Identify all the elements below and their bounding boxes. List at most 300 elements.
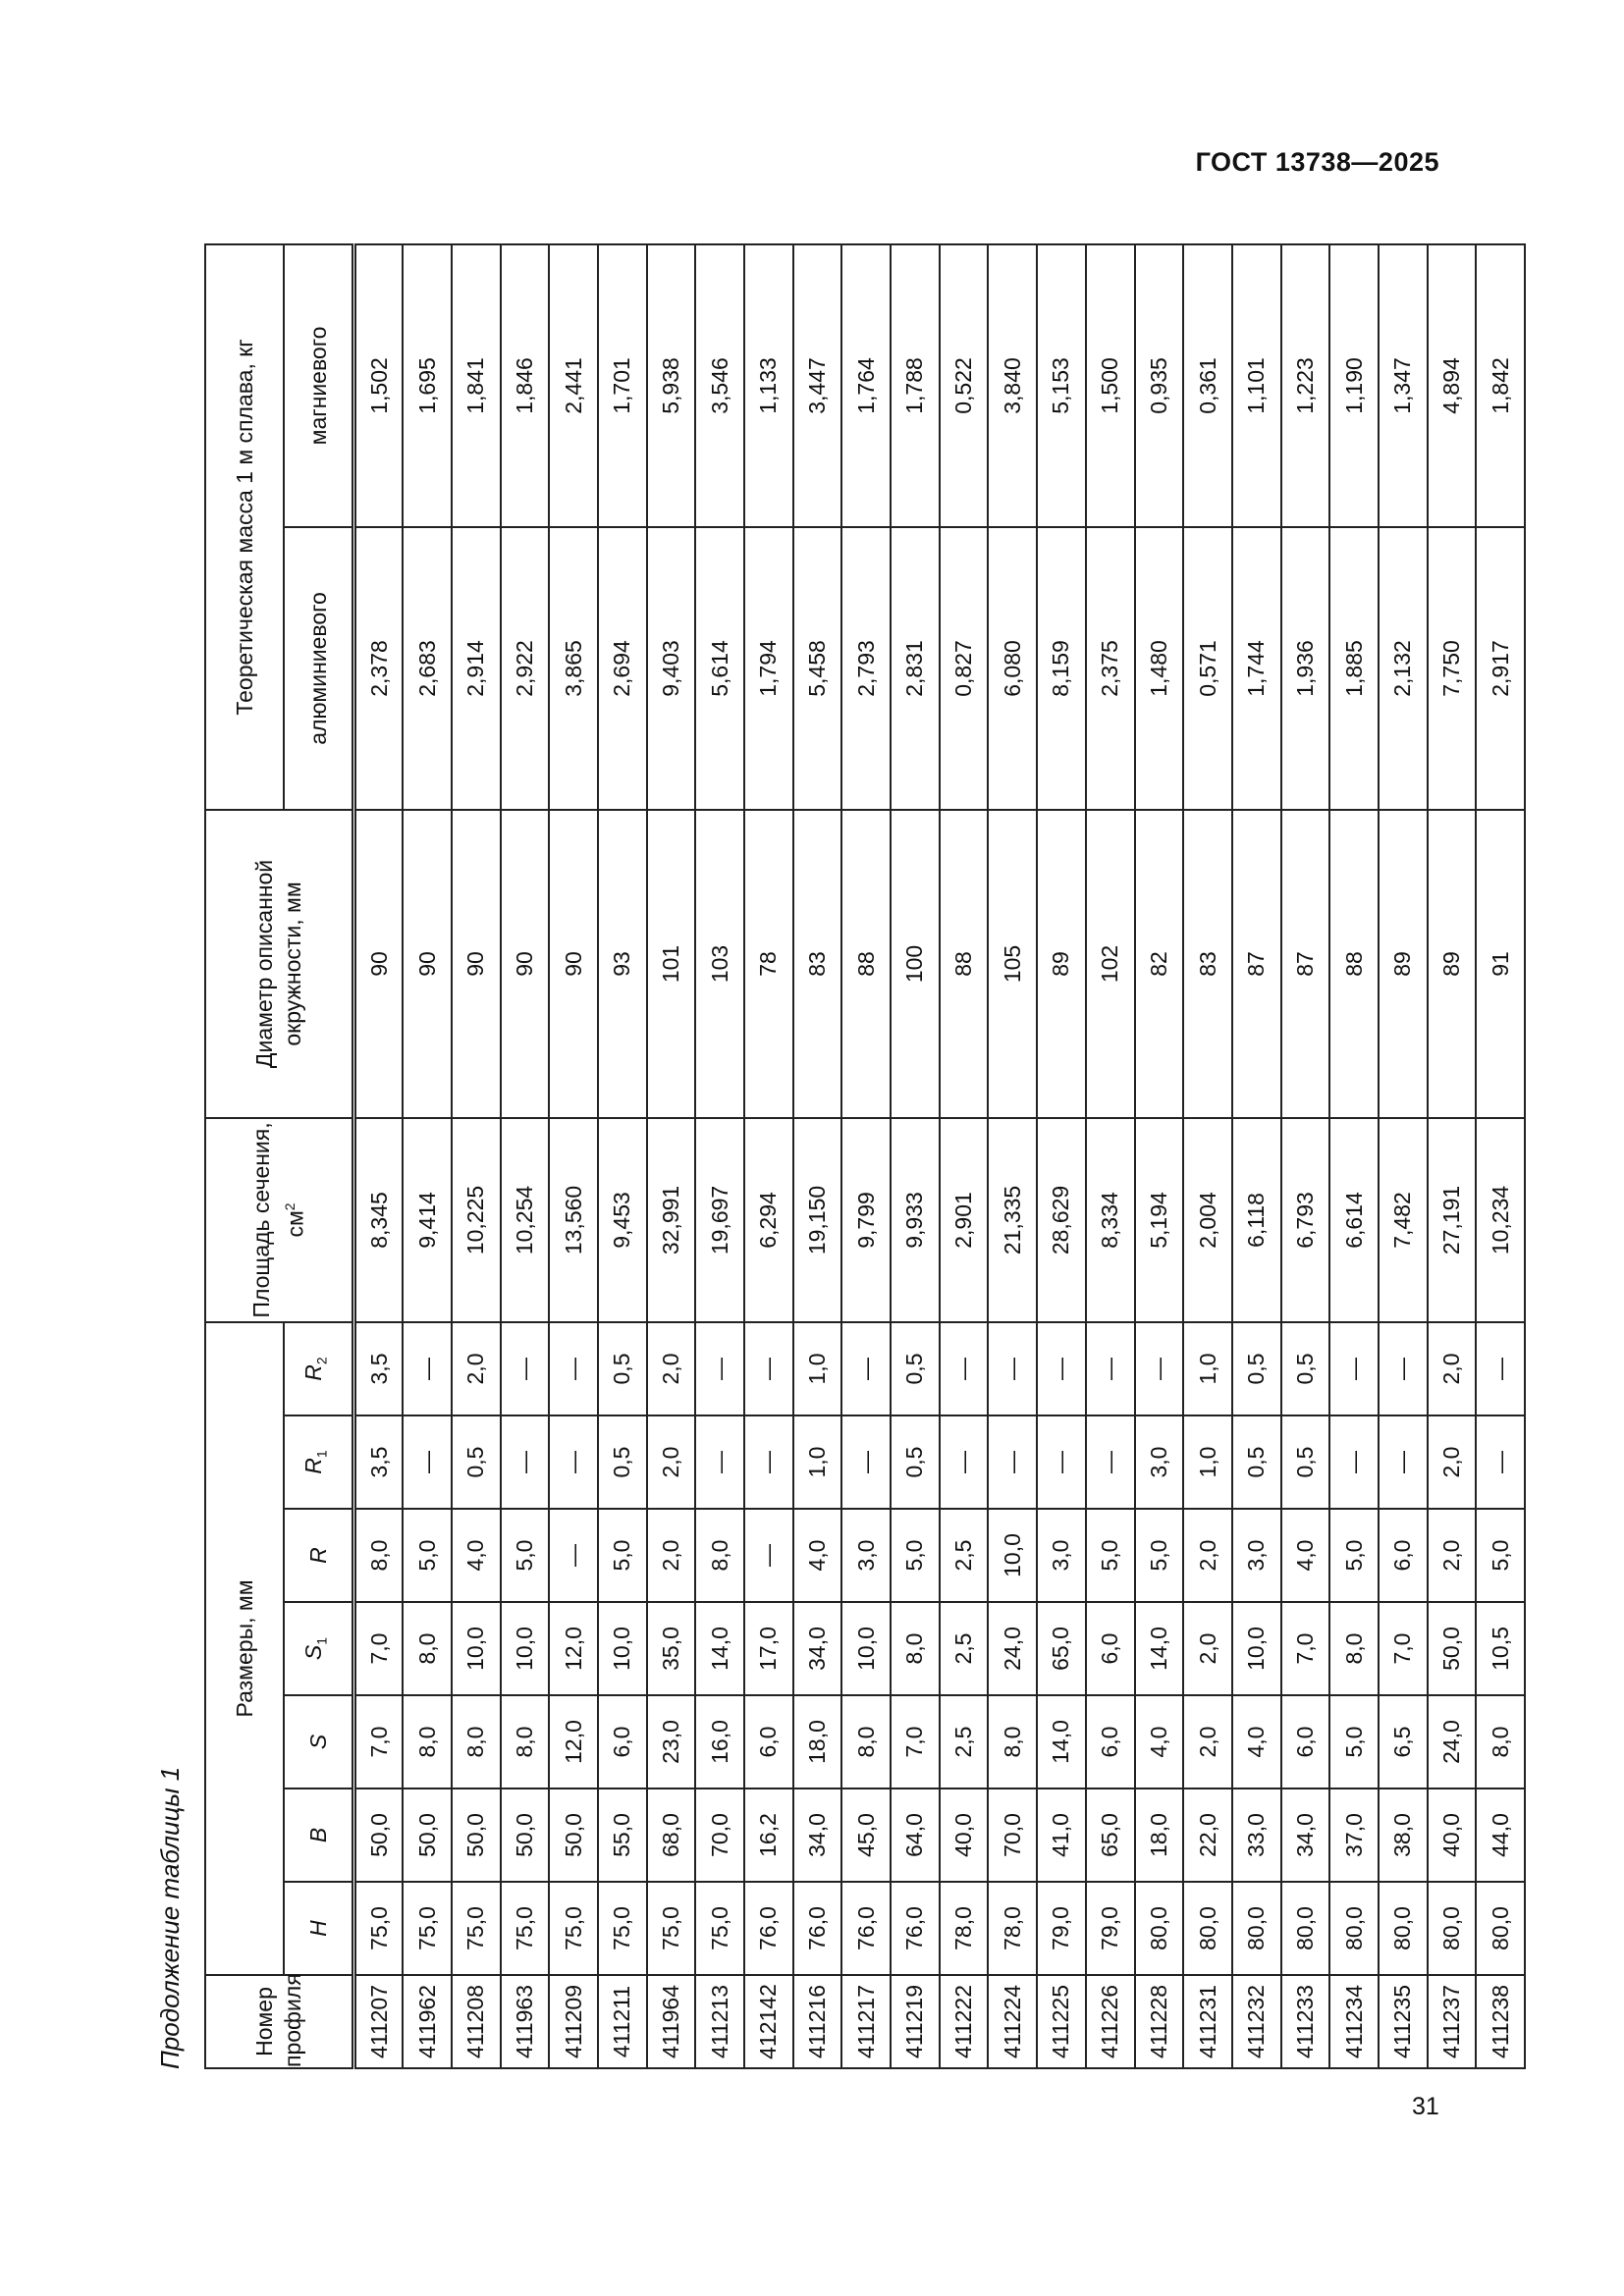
table-cell: 102 bbox=[1086, 810, 1135, 1118]
table-cell: 0,5 bbox=[891, 1322, 940, 1415]
table-cell: 101 bbox=[647, 810, 696, 1118]
table-cell: 13,560 bbox=[549, 1118, 598, 1322]
table-cell: 3,0 bbox=[1135, 1415, 1184, 1509]
table-cell: 411237 bbox=[1428, 1975, 1477, 2068]
table-cell: 411209 bbox=[549, 1975, 598, 2068]
table-cell: 19,150 bbox=[793, 1118, 842, 1322]
table-cell: 5,0 bbox=[891, 1509, 940, 1602]
table-cell: 2,441 bbox=[549, 244, 598, 527]
table-cell: 7,0 bbox=[1281, 1602, 1330, 1695]
table-cell: 1,788 bbox=[891, 244, 940, 527]
table-cell: 2,0 bbox=[1428, 1322, 1477, 1415]
table-cell: 3,0 bbox=[1037, 1509, 1086, 1602]
table-cell: 18,0 bbox=[1135, 1789, 1184, 1882]
header-area-sup: 2 bbox=[282, 1202, 298, 1211]
table-cell: 1,695 bbox=[403, 244, 452, 527]
table-cell: 411235 bbox=[1379, 1975, 1428, 2068]
table-cell: 411962 bbox=[403, 1975, 452, 2068]
page-number: 31 bbox=[1412, 2093, 1439, 2120]
table-cell: 1,0 bbox=[1183, 1415, 1232, 1509]
table-cell: 90 bbox=[501, 810, 550, 1118]
table-cell: 80,0 bbox=[1329, 1882, 1379, 1975]
table-row bbox=[793, 244, 842, 2068]
table-cell: 5,0 bbox=[501, 1509, 550, 1602]
table-cell: 10,0 bbox=[452, 1602, 501, 1695]
table-cell: 83 bbox=[1183, 810, 1232, 1118]
table-cell: 411963 bbox=[501, 1975, 550, 2068]
table-cell: 40,0 bbox=[1428, 1789, 1477, 1882]
table-cell: 411234 bbox=[1329, 1975, 1379, 2068]
table-cell: 14,0 bbox=[695, 1602, 744, 1695]
table-row bbox=[1135, 244, 1184, 2068]
table-cell: 24,0 bbox=[988, 1602, 1037, 1695]
table-cell: 4,894 bbox=[1428, 244, 1477, 527]
table-cell: 411238 bbox=[1476, 1975, 1525, 2068]
table-cell: 105 bbox=[988, 810, 1037, 1118]
table-cell: 411211 bbox=[598, 1975, 647, 2068]
table-cell: — bbox=[841, 1322, 891, 1415]
table-cell: 88 bbox=[1329, 810, 1379, 1118]
table-cell: 6,0 bbox=[598, 1695, 647, 1789]
table-cell: 5,0 bbox=[403, 1509, 452, 1602]
table-cell: 16,0 bbox=[695, 1695, 744, 1789]
table-cell: 5,458 bbox=[793, 527, 842, 810]
table-cell: 6,0 bbox=[1086, 1602, 1135, 1695]
table-cell: 411224 bbox=[988, 1975, 1037, 2068]
table-cell: 0,5 bbox=[598, 1322, 647, 1415]
table-cell: — bbox=[501, 1415, 550, 1509]
table-row bbox=[1281, 244, 1330, 2068]
table-cell: 3,0 bbox=[841, 1509, 891, 1602]
table-cell: 55,0 bbox=[598, 1789, 647, 1882]
table-cell: 100 bbox=[891, 810, 940, 1118]
table-cell: 411216 bbox=[793, 1975, 842, 2068]
table-cell: 50,0 bbox=[549, 1789, 598, 1882]
table-cell: — bbox=[1476, 1415, 1525, 1509]
table-cell: 9,799 bbox=[841, 1118, 891, 1322]
table-cell: 83 bbox=[793, 810, 842, 1118]
table-cell: 87 bbox=[1232, 810, 1281, 1118]
table-cell: 34,0 bbox=[1281, 1789, 1330, 1882]
table-cell: 2,5 bbox=[940, 1695, 989, 1789]
table-cell: 2,0 bbox=[1183, 1695, 1232, 1789]
table-cell: 412142 bbox=[744, 1975, 793, 2068]
table-cell: 2,375 bbox=[1086, 527, 1135, 810]
table-row bbox=[1329, 244, 1379, 2068]
table-cell: 19,697 bbox=[695, 1118, 744, 1322]
table-cell: 10,0 bbox=[501, 1602, 550, 1695]
table-cell: 411232 bbox=[1232, 1975, 1281, 2068]
header-B: B bbox=[284, 1789, 354, 1882]
table-cell: 0,5 bbox=[598, 1415, 647, 1509]
table-cell: 0,5 bbox=[1232, 1322, 1281, 1415]
table-cell: 2,0 bbox=[647, 1322, 696, 1415]
table-cell: 17,0 bbox=[744, 1602, 793, 1695]
table-cell: 21,335 bbox=[988, 1118, 1037, 1322]
table-cell: 4,0 bbox=[1232, 1695, 1281, 1789]
table-cell: 411219 bbox=[891, 1975, 940, 2068]
table-cell: 10,0 bbox=[988, 1509, 1037, 1602]
table-cell: 8,0 bbox=[452, 1695, 501, 1789]
table-cell: 0,5 bbox=[1232, 1415, 1281, 1509]
table-cell: 4,0 bbox=[1135, 1695, 1184, 1789]
table-cell: 8,0 bbox=[1476, 1695, 1525, 1789]
table-cell: — bbox=[1037, 1322, 1086, 1415]
table-cell: 5,938 bbox=[647, 244, 696, 527]
table-cell: 40,0 bbox=[940, 1789, 989, 1882]
table-row bbox=[1232, 244, 1281, 2068]
table-cell: 22,0 bbox=[1183, 1789, 1232, 1882]
table-cell: 6,294 bbox=[744, 1118, 793, 1322]
table-cell: 411231 bbox=[1183, 1975, 1232, 2068]
table-row bbox=[841, 244, 891, 2068]
table-cell: 89 bbox=[1428, 810, 1477, 1118]
table-cell: 9,403 bbox=[647, 527, 696, 810]
table-cell: 23,0 bbox=[647, 1695, 696, 1789]
table-cell: 79,0 bbox=[1086, 1882, 1135, 1975]
table-cell: 5,0 bbox=[1086, 1509, 1135, 1602]
table-cell: 75,0 bbox=[695, 1882, 744, 1975]
table-cell: 3,0 bbox=[1232, 1509, 1281, 1602]
table-row bbox=[403, 244, 452, 2068]
table-cell: 2,922 bbox=[501, 527, 550, 810]
table-cell: 4,0 bbox=[452, 1509, 501, 1602]
table-cell: 8,0 bbox=[1329, 1602, 1379, 1695]
table-cell: 80,0 bbox=[1183, 1882, 1232, 1975]
table-cell: 2,5 bbox=[940, 1509, 989, 1602]
table-row bbox=[695, 244, 744, 2068]
table-cell: 5,0 bbox=[1476, 1509, 1525, 1602]
table-cell: 1,0 bbox=[793, 1322, 842, 1415]
table-cell: 65,0 bbox=[1086, 1789, 1135, 1882]
table-cell: — bbox=[1329, 1415, 1379, 1509]
table-cell: 1,0 bbox=[793, 1415, 842, 1509]
table-cell: — bbox=[1037, 1415, 1086, 1509]
table-cell: 50,0 bbox=[501, 1789, 550, 1882]
header-S1-sub: 1 bbox=[313, 1636, 330, 1645]
table-cell: 76,0 bbox=[793, 1882, 842, 1975]
header-area bbox=[205, 1118, 354, 1322]
table-row bbox=[1183, 244, 1232, 2068]
table-row bbox=[549, 244, 598, 2068]
table-cell: 8,0 bbox=[354, 1509, 404, 1602]
table-cell: 5,194 bbox=[1135, 1118, 1184, 1322]
table-cell: 68,0 bbox=[647, 1789, 696, 1882]
rotated-table-area bbox=[155, 243, 1513, 2069]
table-cell: 2,793 bbox=[841, 527, 891, 810]
table-row bbox=[940, 244, 989, 2068]
table-cell: 6,793 bbox=[1281, 1118, 1330, 1322]
table-cell: 70,0 bbox=[988, 1789, 1037, 1882]
table-cell: 90 bbox=[549, 810, 598, 1118]
table-cell: 8,159 bbox=[1037, 527, 1086, 810]
table-cell: 1,794 bbox=[744, 527, 793, 810]
table-cell: — bbox=[403, 1415, 452, 1509]
header-diameter: Диаметр описанной окружности, мм bbox=[205, 810, 354, 1118]
table-cell: 5,153 bbox=[1037, 244, 1086, 527]
table-cell: — bbox=[1379, 1322, 1428, 1415]
header-S1-letter: S bbox=[300, 1644, 327, 1661]
table-cell: 88 bbox=[841, 810, 891, 1118]
table-cell: 1,842 bbox=[1476, 244, 1525, 527]
table-cell: 78,0 bbox=[988, 1882, 1037, 1975]
table-cell: 10,5 bbox=[1476, 1602, 1525, 1695]
table-cell: — bbox=[695, 1415, 744, 1509]
table-cell: 2,917 bbox=[1476, 527, 1525, 810]
table-cell: 0,571 bbox=[1183, 527, 1232, 810]
table-cell: 5,0 bbox=[1135, 1509, 1184, 1602]
table-row bbox=[1476, 244, 1525, 2068]
table-caption: Продолжение таблицы 1 bbox=[155, 1766, 185, 2069]
table-cell: 12,0 bbox=[549, 1602, 598, 1695]
table-cell: 7,0 bbox=[354, 1602, 404, 1695]
table-cell: 5,0 bbox=[1329, 1695, 1379, 1789]
table-cell: 1,885 bbox=[1329, 527, 1379, 810]
table-cell: 2,0 bbox=[452, 1322, 501, 1415]
header-dimensions: Размеры, мм bbox=[205, 1322, 284, 1975]
table-cell: — bbox=[1086, 1415, 1135, 1509]
table-row bbox=[891, 244, 940, 2068]
table-cell: 1,502 bbox=[354, 244, 404, 527]
table-cell: 75,0 bbox=[354, 1882, 404, 1975]
table-cell: 6,0 bbox=[1379, 1509, 1428, 1602]
table-cell: 411207 bbox=[354, 1975, 404, 2068]
table-cell: 411213 bbox=[695, 1975, 744, 2068]
table-cell: 37,0 bbox=[1329, 1789, 1379, 1882]
table-cell: 89 bbox=[1379, 810, 1428, 1118]
table-cell: 50,0 bbox=[452, 1789, 501, 1882]
table-cell: 24,0 bbox=[1428, 1695, 1477, 1789]
table-cell: 0,935 bbox=[1135, 244, 1184, 527]
table-row bbox=[988, 244, 1037, 2068]
header-H: H bbox=[284, 1882, 354, 1975]
table-cell: 18,0 bbox=[793, 1695, 842, 1789]
table-cell: — bbox=[549, 1415, 598, 1509]
table-cell: 2,0 bbox=[1428, 1415, 1477, 1509]
table-cell: 2,0 bbox=[1428, 1509, 1477, 1602]
table-cell: 80,0 bbox=[1232, 1882, 1281, 1975]
table-cell: 411225 bbox=[1037, 1975, 1086, 2068]
table-cell: 6,0 bbox=[1281, 1695, 1330, 1789]
table-cell: 10,0 bbox=[1232, 1602, 1281, 1695]
table-cell: — bbox=[695, 1322, 744, 1415]
table-cell: 1,0 bbox=[1183, 1322, 1232, 1415]
table-cell: 75,0 bbox=[501, 1882, 550, 1975]
table-cell: 80,0 bbox=[1379, 1882, 1428, 1975]
table-cell: 80,0 bbox=[1281, 1882, 1330, 1975]
table-row bbox=[1037, 244, 1086, 2068]
table-cell: 14,0 bbox=[1135, 1602, 1184, 1695]
table-row bbox=[598, 244, 647, 2068]
table-cell: 33,0 bbox=[1232, 1789, 1281, 1882]
header-R2-letter: R bbox=[300, 1364, 327, 1381]
header-R2 bbox=[284, 1322, 354, 1415]
table-cell: 3,447 bbox=[793, 244, 842, 527]
table-cell: 1,480 bbox=[1135, 527, 1184, 810]
table-cell: — bbox=[549, 1322, 598, 1415]
table-cell: 8,0 bbox=[841, 1695, 891, 1789]
table-cell: — bbox=[403, 1322, 452, 1415]
table-cell: 90 bbox=[354, 810, 404, 1118]
table-cell: 3,546 bbox=[695, 244, 744, 527]
table-cell: 3,865 bbox=[549, 527, 598, 810]
table-cell: 1,744 bbox=[1232, 527, 1281, 810]
header-R1-letter: R bbox=[300, 1458, 327, 1474]
table-cell: 1,133 bbox=[744, 244, 793, 527]
header-S: S bbox=[284, 1695, 354, 1789]
header-magnesium: магниевого bbox=[284, 244, 354, 527]
table-cell: 65,0 bbox=[1037, 1602, 1086, 1695]
table-cell: 0,5 bbox=[1281, 1415, 1330, 1509]
table-cell: 5,614 bbox=[695, 527, 744, 810]
table-cell: 44,0 bbox=[1476, 1789, 1525, 1882]
table-cell: 88 bbox=[940, 810, 989, 1118]
table-cell: 2,5 bbox=[940, 1602, 989, 1695]
table-cell: 9,414 bbox=[403, 1118, 452, 1322]
table-cell: 76,0 bbox=[744, 1882, 793, 1975]
table-cell: 0,827 bbox=[940, 527, 989, 810]
table-row bbox=[1379, 244, 1428, 2068]
header-R: R bbox=[284, 1509, 354, 1602]
table-cell: 3,5 bbox=[354, 1322, 404, 1415]
table-cell: 2,694 bbox=[598, 527, 647, 810]
table-cell: 90 bbox=[452, 810, 501, 1118]
table-cell: 411964 bbox=[647, 1975, 696, 2068]
table-cell: 1,190 bbox=[1329, 244, 1379, 527]
table-cell: 14,0 bbox=[1037, 1695, 1086, 1789]
table-cell: 64,0 bbox=[891, 1789, 940, 1882]
table-cell: 9,453 bbox=[598, 1118, 647, 1322]
table-cell: — bbox=[744, 1415, 793, 1509]
table-cell: 1,936 bbox=[1281, 527, 1330, 810]
table-cell: 411208 bbox=[452, 1975, 501, 2068]
table-cell: — bbox=[549, 1509, 598, 1602]
table-cell: 8,345 bbox=[354, 1118, 404, 1322]
table-cell: 0,361 bbox=[1183, 244, 1232, 527]
table-cell: 1,701 bbox=[598, 244, 647, 527]
table-cell: 4,0 bbox=[793, 1509, 842, 1602]
table-cell: — bbox=[988, 1322, 1037, 1415]
table-cell: 2,004 bbox=[1183, 1118, 1232, 1322]
table-cell: 411233 bbox=[1281, 1975, 1330, 2068]
table-row bbox=[501, 244, 550, 2068]
table-cell: 8,0 bbox=[695, 1509, 744, 1602]
table-cell: 76,0 bbox=[891, 1882, 940, 1975]
table-cell: 50,0 bbox=[354, 1789, 404, 1882]
table-cell: 1,500 bbox=[1086, 244, 1135, 527]
table-row bbox=[744, 244, 793, 2068]
table-cell: — bbox=[744, 1322, 793, 1415]
table-cell: 28,629 bbox=[1037, 1118, 1086, 1322]
table-cell: 0,5 bbox=[1281, 1322, 1330, 1415]
table-cell: 2,831 bbox=[891, 527, 940, 810]
table-cell: 45,0 bbox=[841, 1789, 891, 1882]
table-cell: 6,080 bbox=[988, 527, 1037, 810]
table-cell: 7,0 bbox=[891, 1695, 940, 1789]
table-cell: 7,750 bbox=[1428, 527, 1477, 810]
table-cell: 0,5 bbox=[452, 1415, 501, 1509]
table-cell: 75,0 bbox=[452, 1882, 501, 1975]
table-cell: 80,0 bbox=[1428, 1882, 1477, 1975]
table-cell: 7,0 bbox=[1379, 1602, 1428, 1695]
table-cell: 78 bbox=[744, 810, 793, 1118]
table-cell: 6,0 bbox=[1086, 1695, 1135, 1789]
table-cell: 10,234 bbox=[1476, 1118, 1525, 1322]
table-cell: 5,0 bbox=[598, 1509, 647, 1602]
table-cell: 2,914 bbox=[452, 527, 501, 810]
table-cell: — bbox=[841, 1415, 891, 1509]
table-cell: 8,0 bbox=[403, 1695, 452, 1789]
table-cell: 80,0 bbox=[1476, 1882, 1525, 1975]
table-cell: 91 bbox=[1476, 810, 1525, 1118]
table-cell: 79,0 bbox=[1037, 1882, 1086, 1975]
table-row bbox=[354, 244, 404, 2068]
table-cell: 2,901 bbox=[940, 1118, 989, 1322]
table-cell: 90 bbox=[403, 810, 452, 1118]
table-cell: 10,0 bbox=[841, 1602, 891, 1695]
table-row bbox=[1086, 244, 1135, 2068]
table-cell: 2,378 bbox=[354, 527, 404, 810]
table-cell: 8,0 bbox=[403, 1602, 452, 1695]
table-cell: 0,522 bbox=[940, 244, 989, 527]
table-cell: 8,334 bbox=[1086, 1118, 1135, 1322]
header-aluminum: алюминиевого bbox=[284, 527, 354, 810]
table-cell: 1,846 bbox=[501, 244, 550, 527]
table-cell: 50,0 bbox=[1428, 1602, 1477, 1695]
document-code: ГОСТ 13738—2025 bbox=[1195, 147, 1439, 177]
table-cell: 78,0 bbox=[940, 1882, 989, 1975]
table-cell: — bbox=[1086, 1322, 1135, 1415]
table-cell: 41,0 bbox=[1037, 1789, 1086, 1882]
table-cell: 75,0 bbox=[647, 1882, 696, 1975]
table-cell: — bbox=[1135, 1322, 1184, 1415]
table-cell: 2,683 bbox=[403, 527, 452, 810]
table-cell: 75,0 bbox=[549, 1882, 598, 1975]
table-cell: 89 bbox=[1037, 810, 1086, 1118]
header-mass: Теоретическая масса 1 м сплава, кг bbox=[205, 244, 284, 810]
table-row bbox=[452, 244, 501, 2068]
table-cell: — bbox=[1379, 1415, 1428, 1509]
table-cell: 70,0 bbox=[695, 1789, 744, 1882]
table-cell: 7,0 bbox=[354, 1695, 404, 1789]
table-cell: 6,5 bbox=[1379, 1695, 1428, 1789]
table-cell: 80,0 bbox=[1135, 1882, 1184, 1975]
header-number: Номер профиля bbox=[205, 1975, 354, 2068]
table-cell: 1,347 bbox=[1379, 244, 1428, 527]
table-cell: 6,118 bbox=[1232, 1118, 1281, 1322]
table-cell: 10,0 bbox=[598, 1602, 647, 1695]
table-cell: 2,132 bbox=[1379, 527, 1428, 810]
header-R1 bbox=[284, 1415, 354, 1509]
table-cell: 38,0 bbox=[1379, 1789, 1428, 1882]
table-cell: 2,0 bbox=[1183, 1509, 1232, 1602]
table-cell: 93 bbox=[598, 810, 647, 1118]
table-cell: — bbox=[940, 1322, 989, 1415]
table-cell: 3,840 bbox=[988, 244, 1037, 527]
table-cell: 8,0 bbox=[988, 1695, 1037, 1789]
table-cell: — bbox=[940, 1415, 989, 1509]
table-cell: 3,5 bbox=[354, 1415, 404, 1509]
table-cell: — bbox=[1476, 1322, 1525, 1415]
table-cell: — bbox=[744, 1509, 793, 1602]
table-cell: 8,0 bbox=[501, 1695, 550, 1789]
table-cell: 76,0 bbox=[841, 1882, 891, 1975]
header-R1-sub: 1 bbox=[313, 1450, 330, 1459]
header-area-text: Площадь сечения, см bbox=[248, 1122, 308, 1318]
table-cell: 411228 bbox=[1135, 1975, 1184, 2068]
table-cell: 50,0 bbox=[403, 1789, 452, 1882]
table-cell: 5,0 bbox=[1329, 1509, 1379, 1602]
